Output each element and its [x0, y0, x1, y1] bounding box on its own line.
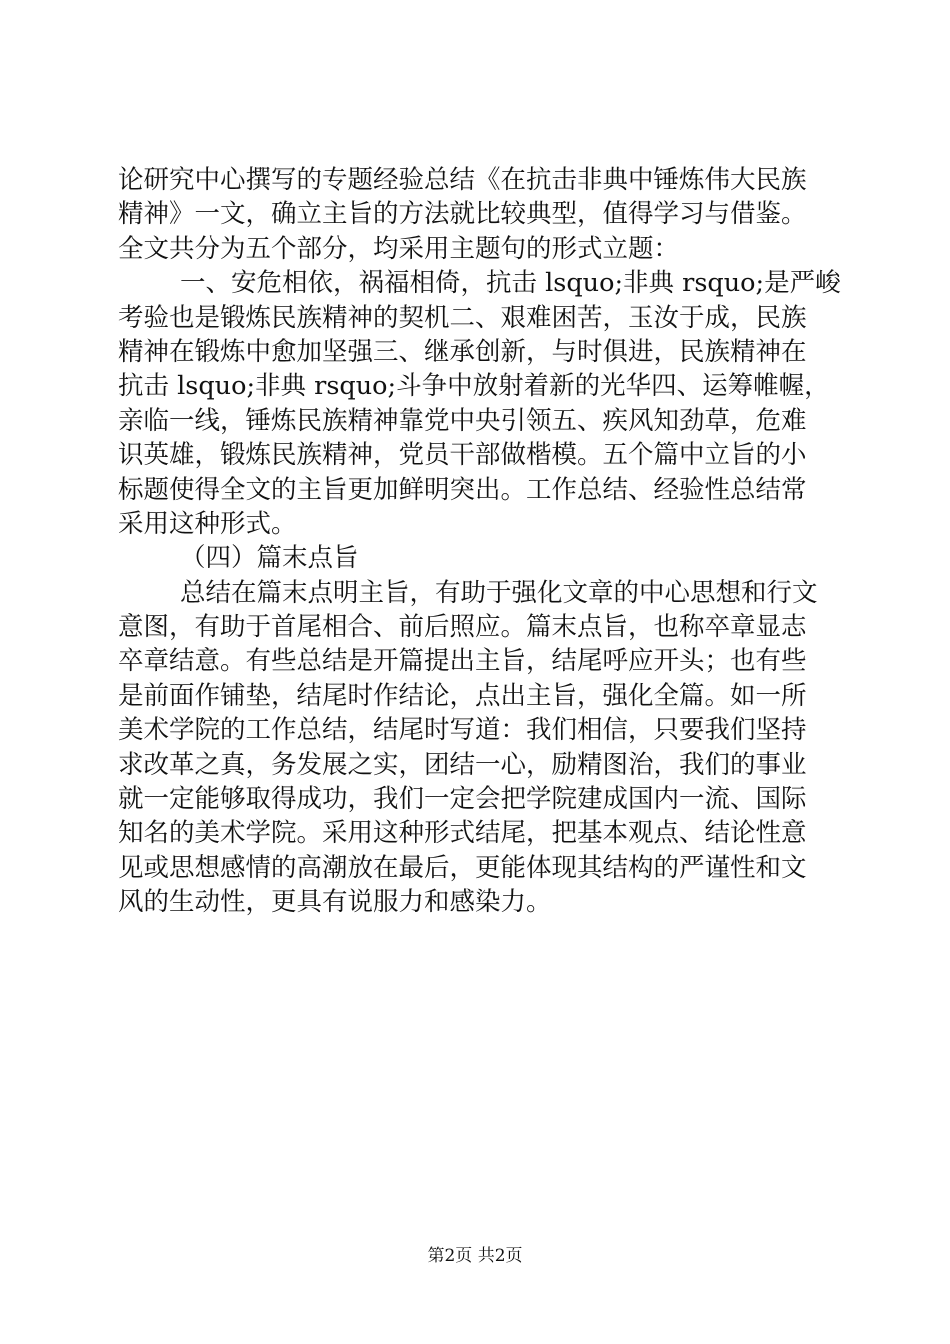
text-line: 卒章结意。有些总结是开篇提出主旨，结尾呼应开头；也有些 [118, 646, 807, 677]
text-line: 总结在篇末点明主旨，有助于强化文章的中心思想和行文 [180, 577, 818, 608]
text-line: 美术学院的工作总结，结尾时写道：我们相信，只要我们坚持 [118, 715, 807, 746]
body-text [118, 163, 841, 920]
text-line: 求改革之真，务发展之实，团结一心，励精图治，我们的事业 [118, 749, 807, 780]
text-line: 意图，有助于首尾相合、前后照应。篇末点旨，也称卒章显志 [118, 612, 807, 643]
text-line: 精神在锻炼中愈加坚强三、继承创新，与时俱进，民族精神在 [118, 336, 807, 367]
text-line: 全文共分为五个部分，均采用主题句的形式立题： [118, 233, 680, 264]
page-footer: 第2页 共2页 [427, 1246, 523, 1266]
text-line: 论研究中心撰写的专题经验总结《在抗击非典中锤炼伟大民族 [118, 165, 807, 195]
text-line: 知名的美术学院。采用这种形式结尾，把基本观点、结论性意 [118, 818, 807, 849]
text-line: 就一定能够取得成功，我们一定会把学院建成国内一流、国际 [118, 784, 807, 815]
text-line: 是前面作铺垫，结尾时作结论，点出主旨，强化全篇。如一所 [118, 680, 807, 711]
text-line: 风的生动性，更具有说服力和感染力。 [118, 887, 552, 918]
text-line: 采用这种形式。 [118, 508, 297, 539]
text-line: 见或思想感情的高潮放在最后，更能体现其结构的严谨性和文 [118, 852, 807, 883]
section-heading: （四）篇末点旨 [180, 543, 359, 574]
text-line: 抗击 lsquo;非典 rsquo;斗争中放射着新的光华四、运筹帷幄， [118, 371, 830, 402]
text-line: 考验也是锻炼民族精神的契机二、艰难困苦，玉汝于成，民族 [118, 302, 807, 333]
text-line: 亲临一线，锤炼民族精神靠党中央引领五、疾风知劲草，危难 [118, 405, 807, 436]
text-line: 标题使得全文的主旨更加鲜明突出。工作总结、经验性总结常 [118, 474, 807, 505]
text-line: 识英雄，锻炼民族精神，党员干部做楷模。五个篇中立旨的小 [118, 440, 807, 471]
text-line: 精神》一文，确立主旨的方法就比较典型，值得学习与借鉴。 [118, 199, 807, 230]
text-line: 一、安危相依，祸福相倚，抗击 lsquo;非典 rsquo;是严峻 [180, 268, 841, 299]
